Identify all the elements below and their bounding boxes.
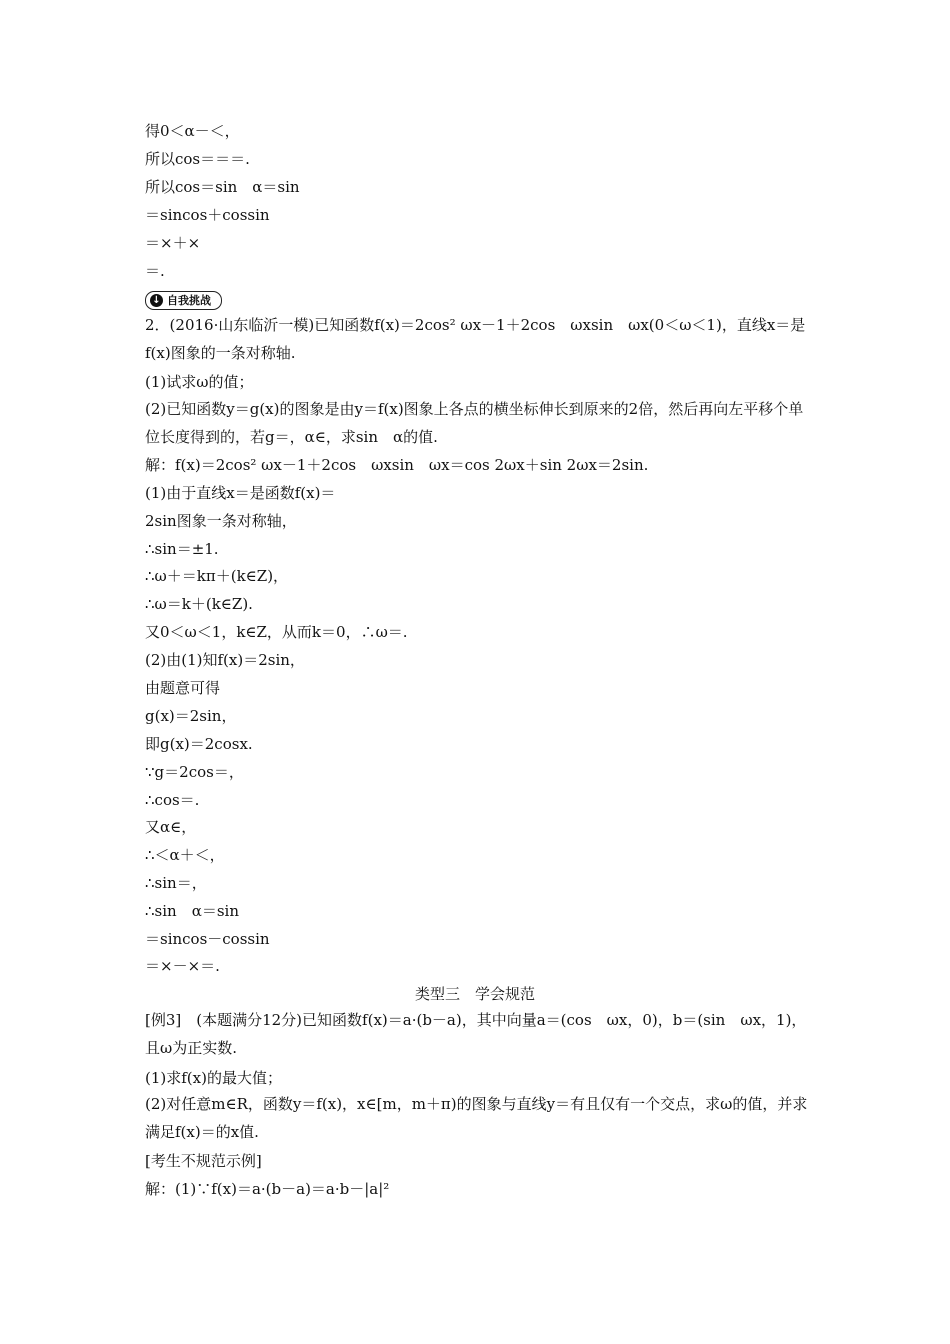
answer-start: 解：(1)∵f(x)＝a·(b－a)＝a·b－|a|² [145,1180,390,1198]
solution-line: 又0＜ω＜1，k∈Z，从而k＝0，∴ω＝. [145,623,408,641]
solution-line: (1)由于直线x＝是函数f(x)＝ [145,484,336,502]
solution-line: 解：f(x)＝2cos² ωx－1＋2cos ωxsin ωx＝cos 2ωx＋sin 2ωx＝2sin. [145,456,649,474]
solution-line: g(x)＝2sin， [145,707,237,725]
text-line: 所以cos＝＝＝. [145,150,250,168]
solution-line: (2)由(1)知f(x)＝2sin， [145,651,305,669]
solution-line: 又α∈， [145,818,197,836]
solution-line: ＝sincos－cossin [145,930,270,948]
solution-line: ＝×－×＝. [145,957,220,975]
bad-example-label: [考生不规范示例] [145,1152,262,1170]
solution-line: ∵g＝2cos＝， [145,763,244,781]
solution-line: ∴ω＋＝kπ＋(k∈Z)， [145,567,289,585]
question-2: (2)已知函数y＝g(x)的图象是由y＝f(x)图象上各点的横坐标伸长到原来的2倍，然后再向左平移个单位长度得到的，若g＝，α∈，求sin α的值. [145,400,804,446]
text-line: ＝×＋× [145,234,201,252]
solution-line: ∴sin＝±1. [145,540,219,558]
section-title: 类型三 学会规范 [414,985,535,1003]
solution-line: ∴ω＝k＋(k∈Z). [145,595,253,613]
solution-line: ∴cos＝. [145,791,200,809]
text-line: 所以cos＝sin α＝sin [145,178,300,196]
solution-line: 即g(x)＝2cosx. [145,735,253,753]
example-question-1: (1)求f(x)的最大值； [145,1069,282,1087]
text-line: ＝sincos＋cossin [145,206,270,224]
self-challenge-badge [145,291,222,310]
example-question-2: (2)对任意m∈R，函数y＝f(x)，x∈[m，m＋π)的图象与直线y＝有且仅有一个交点，求ω的值，并求满足f(x)＝的x值. [145,1095,808,1141]
question-1: (1)试求ω的值； [145,373,254,391]
solution-line: 由题意可得 [145,679,221,697]
problem-statement: 2．(2016·山东临沂一模)已知函数f(x)＝2cos² ωx－1＋2cos ωxsin ωx(0＜ω＜1)，直线x＝是f(x)图象的一条对称轴. [145,316,806,362]
badge-label: 自我挑战 [167,294,211,307]
solution-line: ∴sin α＝sin [145,902,239,920]
solution-line: 2sin图象一条对称轴， [145,512,297,530]
text-line: ＝. [145,262,165,280]
example-statement: [例3] (本题满分12分)已知函数f(x)＝a·(b－a)，其中向量a＝(cos ωx，0)，b＝(sin ωx，1)，且ω为正实数. [145,1011,807,1057]
down-arrow-icon: ↓ [150,294,163,307]
text-line: 得0＜α－＜， [145,122,240,140]
solution-line: ∴sin＝， [145,874,207,892]
solution-line: ∴＜α＋＜， [145,846,225,864]
